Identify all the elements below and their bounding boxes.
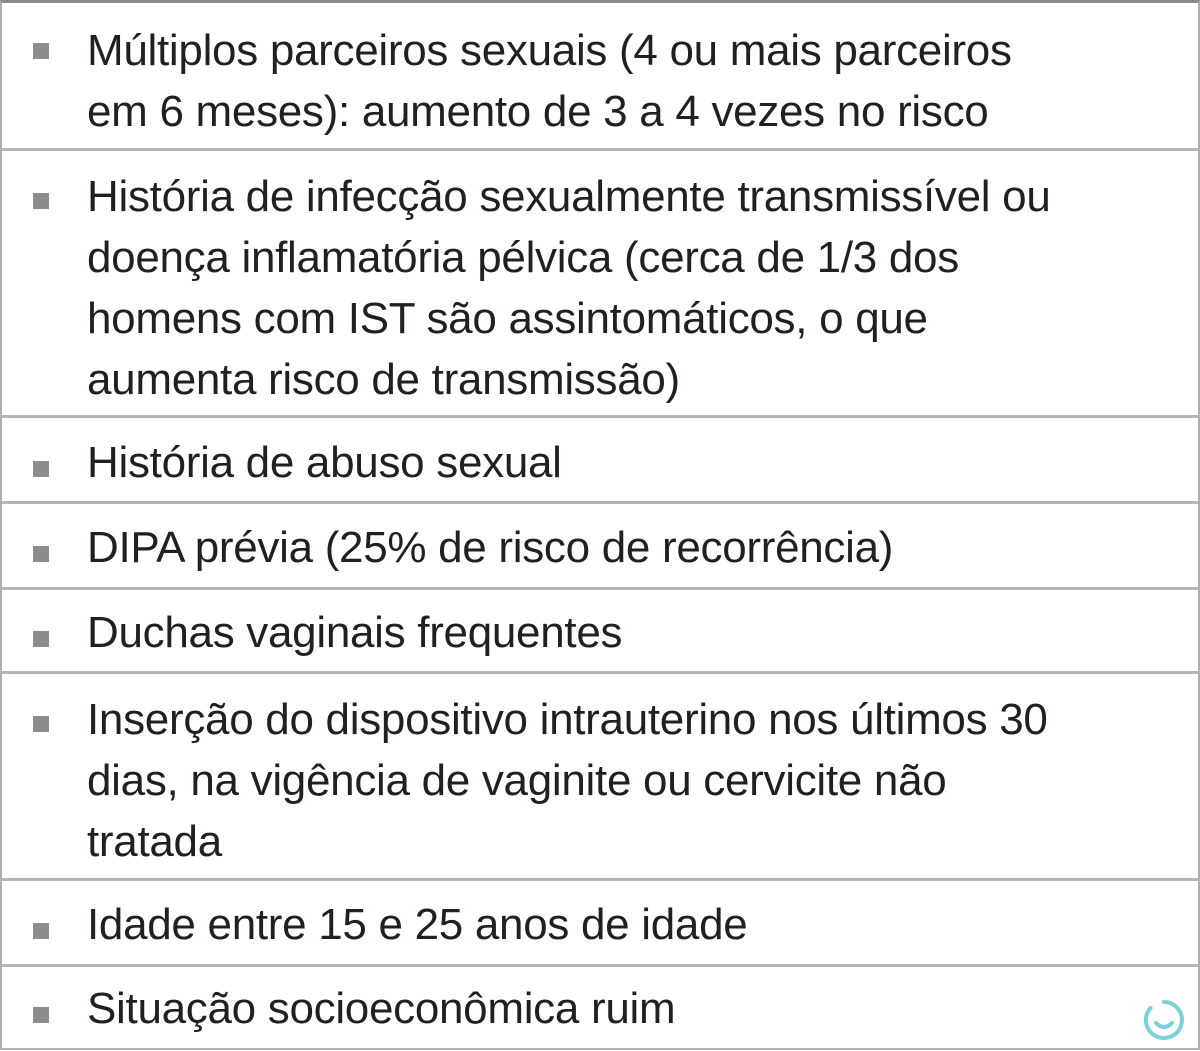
square-bullet-icon xyxy=(33,193,49,209)
row-text: Idade entre 15 e 25 anos de idade xyxy=(87,900,748,949)
square-bullet-icon xyxy=(33,1007,49,1023)
row-text: DIPA prévia (25% de risco de recorrência) xyxy=(87,523,894,572)
table-row xyxy=(2,3,1198,151)
square-bullet-icon xyxy=(33,43,49,59)
table-row xyxy=(2,151,1198,418)
row-text: Múltiplos parceiros sexuais (4 ou mais parceiros em 6 meses): aumento de 3 a 4 vezes no risco xyxy=(87,26,1012,136)
row-text: Inserção do dispositivo intrauterino nos últimos 30 dias, na vigência de vaginite ou cervicite não tratada xyxy=(87,695,1048,866)
square-bullet-icon xyxy=(33,923,49,939)
row-text: História de abuso sexual xyxy=(87,438,562,487)
table-row xyxy=(2,881,1198,967)
table-row xyxy=(2,590,1198,674)
square-bullet-icon xyxy=(33,461,49,477)
table-row xyxy=(2,674,1198,881)
row-text: Situação socioeconômica ruim xyxy=(87,984,676,1033)
row-text: Duchas vaginais frequentes xyxy=(87,608,623,657)
square-bullet-icon xyxy=(33,716,49,732)
square-bullet-icon xyxy=(33,631,49,647)
row-text: História de infecção sexualmente transmissível ou doença inflamatória pélvica (cerca de 1/3 dos homens com IST são assintomáticos, o que aumenta risco de transmissão) xyxy=(87,172,1051,404)
square-bullet-icon xyxy=(33,546,49,562)
circle-smile-logo-icon xyxy=(1142,998,1186,1042)
table-row xyxy=(2,504,1198,590)
table-row xyxy=(2,967,1198,1051)
table-row xyxy=(2,418,1198,504)
